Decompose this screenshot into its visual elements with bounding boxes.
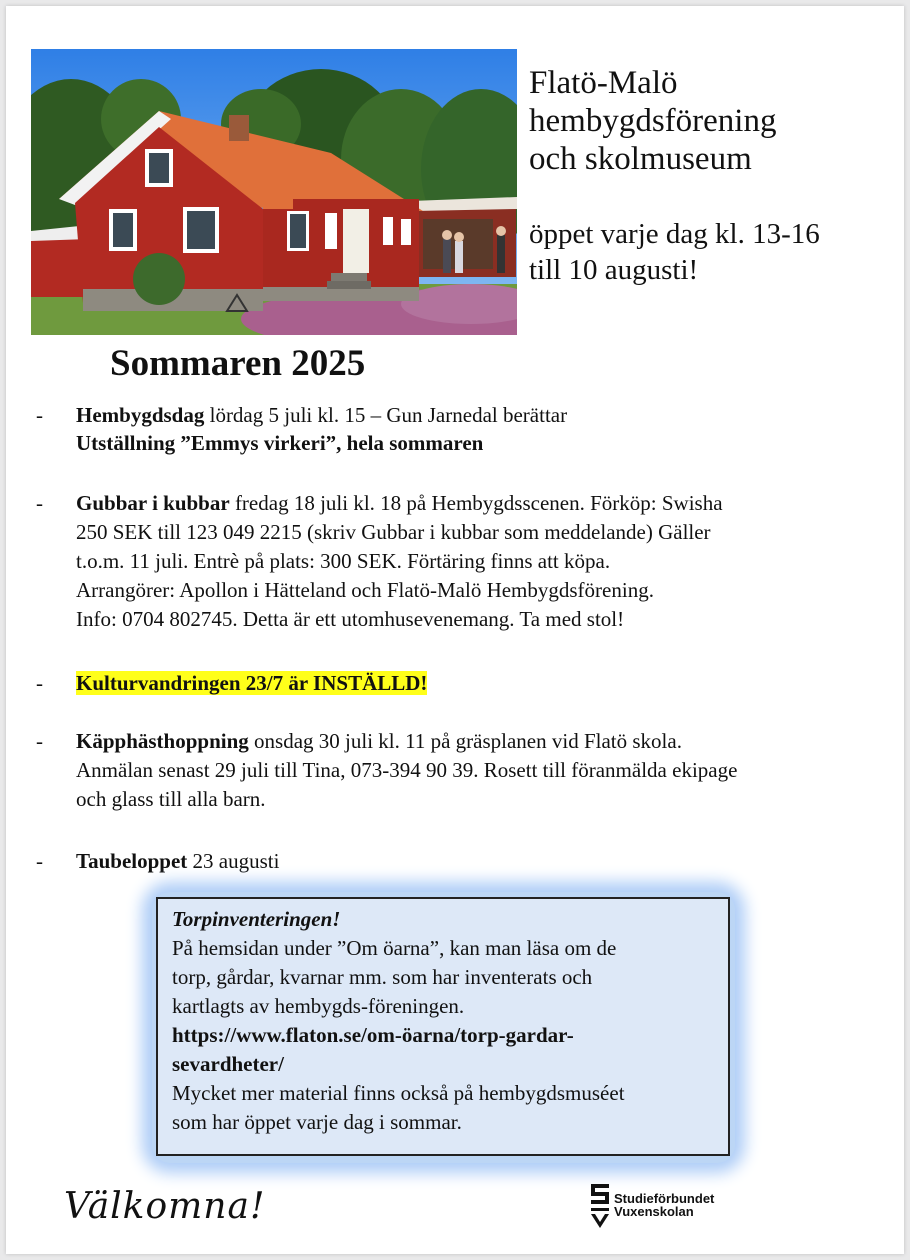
organization-title [529, 64, 776, 178]
exhibition-name: Utställning ”Emmys virkeri”, hela sommaren [76, 431, 484, 455]
list-dash: - [36, 849, 43, 873]
event-details: lördag 5 juli kl. 15 – Gun Jarnedal berättar [204, 403, 568, 427]
opening-hours [529, 216, 820, 288]
list-dash: - [36, 671, 43, 695]
vuxenskolan-logo-icon [588, 1182, 612, 1230]
event-line [76, 848, 876, 875]
vuxenskolan-logo [588, 1178, 748, 1230]
logo-line: Studieförbundet [614, 1191, 715, 1206]
welcome-text: Välkomna! [64, 1186, 266, 1227]
event-line [76, 670, 876, 697]
info-box-line: torp, gårdar, kvarnar mm. som har inventerats och [172, 965, 593, 989]
info-box [156, 897, 730, 1156]
title-line: och skolmuseum [529, 141, 752, 177]
vuxenskolan-logo-text [614, 1192, 714, 1218]
info-box-line: På hemsidan under ”Om öarna”, kan man läsa om de [172, 936, 617, 960]
event-details: fredag 18 juli kl. 18 på Hembygdsscenen. Förköp: Swisha [229, 491, 723, 515]
season-heading: Sommaren 2025 [110, 343, 366, 384]
event-name: Käpphästhoppning [76, 729, 249, 753]
list-dash: - [36, 491, 43, 515]
event-line [76, 490, 876, 517]
info-box-line: Mycket mer material finns också på hembygdsmuséet [172, 1081, 625, 1105]
event-name: Hembygdsdag [76, 403, 205, 427]
event-line: 250 SEK till 123 049 2215 (skriv Gubbar i kubbar som meddelande) Gäller [76, 520, 711, 544]
info-box-line: som har öppet varje dag i sommar. [172, 1110, 462, 1134]
red-house-image [31, 49, 517, 335]
event-name: Taubeloppet [76, 849, 188, 873]
opening-line: till 10 augusti! [529, 254, 699, 286]
event-details: onsdag 30 juli kl. 11 på gräsplanen vid Flatö skola. [248, 729, 682, 753]
list-dash: - [36, 403, 43, 427]
event-line [76, 430, 876, 457]
event-line: t.o.m. 11 juli. Entrè på plats: 300 SEK. Förtäring finns att köpa. [76, 549, 611, 573]
house-photo [31, 49, 517, 335]
event-line: Anmälan senast 29 juli till Tina, 073-394 90 39. Rosett till föranmälda ekipage [76, 758, 738, 782]
opening-line: öppet varje dag kl. 13-16 [529, 218, 820, 250]
info-box-content [172, 905, 717, 1137]
event-line: Info: 0704 802745. Detta är ett utomhusevenemang. Ta med stol! [76, 607, 625, 631]
list-dash: - [36, 729, 43, 753]
event-name: Gubbar i kubbar [76, 491, 230, 515]
event-details: 23 augusti [187, 849, 280, 873]
info-box-line: kartlagts av hembygds-föreningen. [172, 994, 465, 1018]
event-line [76, 728, 876, 755]
website-link[interactable]: sevardheter/ [172, 1052, 284, 1076]
event-line: och glass till alla barn. [76, 787, 266, 811]
website-link[interactable]: https://www.flaton.se/om-öarna/torp-gardar- [172, 1023, 574, 1047]
event-line [76, 402, 876, 429]
title-line: Flatö-Malö [529, 65, 678, 101]
info-box-title: Torpinventeringen! [172, 907, 341, 931]
cancelled-notice: Kulturvandringen 23/7 är INSTÄLLD! [76, 671, 428, 695]
event-line: Arrangörer: Apollon i Hätteland och Flatö-Malö Hembygdsförening. [76, 578, 654, 602]
title-line: hembygdsförening [529, 103, 777, 139]
flyer-page [6, 6, 904, 1254]
logo-line: Vuxenskolan [614, 1204, 694, 1219]
